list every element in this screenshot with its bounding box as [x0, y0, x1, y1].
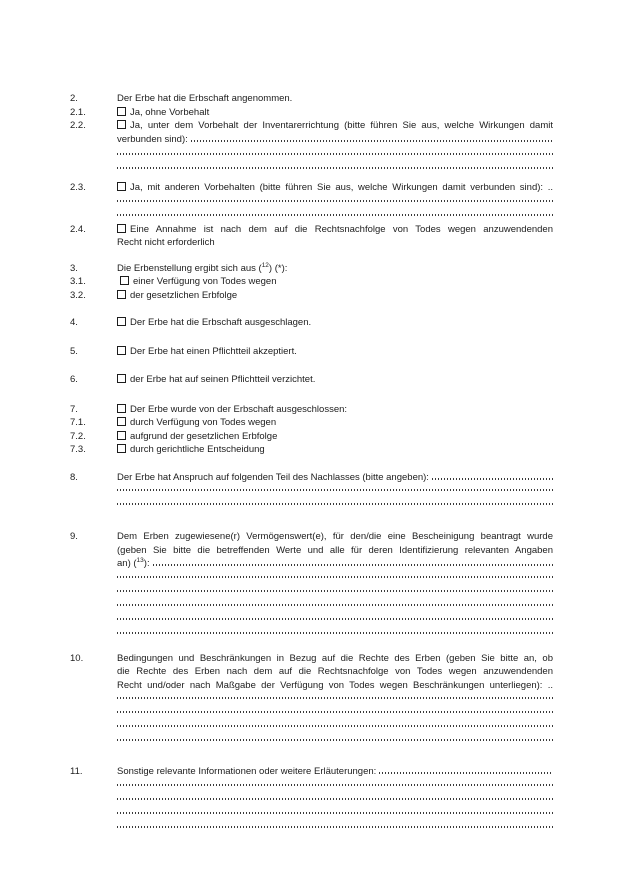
checkbox-icon[interactable]	[117, 346, 126, 355]
item-number: 9.	[70, 531, 78, 542]
checkbox-icon[interactable]	[117, 107, 126, 116]
item-text	[117, 765, 553, 779]
item-text	[117, 416, 553, 430]
checkbox-icon[interactable]	[117, 317, 126, 326]
dotted-answer-line[interactable]	[117, 613, 553, 627]
item-label: Die Erbenstellung ergibt sich aus (	[117, 262, 262, 274]
form-item-6	[70, 373, 553, 387]
dotted-answer-line[interactable]	[117, 148, 553, 162]
dotted-answer-line[interactable]	[117, 585, 553, 599]
item-number: 2.1.	[70, 106, 86, 118]
checkbox-icon[interactable]	[120, 276, 129, 285]
form-item-7-2	[70, 430, 553, 444]
item-label: ) (*):	[268, 262, 288, 274]
item-text	[117, 373, 553, 387]
item-label: aufgrund der gesetzlichen Erbfolge	[130, 430, 278, 442]
item-number: 7.1.	[70, 417, 86, 428]
item-label	[117, 557, 150, 571]
item-label: an) (	[117, 558, 137, 569]
item-text: Bedingungen und Beschränkungen in Bezug auf die Rechte des Erben (geben Sie bitte an, ob	[117, 652, 553, 664]
item-number: 5.	[70, 345, 78, 357]
item-number: 7.	[70, 403, 78, 415]
form-item-2-4	[70, 223, 553, 250]
form-item-7-3	[70, 443, 553, 457]
item-text: Der Erbe hat die Erbschaft angenommen.	[117, 93, 293, 104]
dotted-answer-line[interactable]	[117, 195, 553, 209]
form-item-2-2	[70, 119, 553, 176]
item-label: Der Erbe hat einen Pflichtteil akzeptiert.	[130, 345, 297, 357]
item-label: der Erbe hat auf seinen Pflichtteil verzichtet.	[130, 374, 316, 385]
dotted-answer-line[interactable]	[117, 571, 553, 585]
dotted-answer-line[interactable]	[117, 734, 553, 748]
checkbox-icon[interactable]	[117, 404, 126, 413]
item-text	[117, 262, 553, 276]
item-label: Ja, unter dem Vorbehalt der Inventarerrichtung (bitte führen Sie aus, welche Wirkungen damit	[130, 120, 553, 131]
item-label: durch gerichtliche Entscheidung	[130, 444, 265, 455]
item-number: 8.	[70, 471, 78, 483]
checkbox-icon[interactable]	[117, 224, 126, 233]
dotted-answer-line[interactable]	[117, 706, 553, 720]
item-text	[117, 345, 553, 359]
form-item-5	[70, 345, 553, 359]
item-number: 3.2.	[70, 289, 86, 301]
form-item-11	[70, 765, 553, 835]
item-text	[117, 181, 553, 195]
item-number: 2.4.	[70, 223, 86, 235]
item-number: 3.1.	[70, 276, 86, 287]
form-item-3	[70, 262, 553, 276]
checkbox-icon[interactable]	[117, 444, 126, 453]
item-text-continued: Recht nicht erforderlich	[117, 237, 215, 248]
dotted-answer-line[interactable]	[117, 498, 553, 512]
checkbox-icon[interactable]	[117, 120, 126, 129]
form-item-2-1	[70, 106, 553, 120]
item-label: Der Erbe hat die Erbschaft ausgeschlagen.	[130, 317, 312, 328]
item-label: Ja, mit anderen Vorbehalten (bitte führen Sie aus, welche Wirkungen damit verbunden sind): ..	[130, 182, 553, 193]
form-item-3-2	[70, 289, 553, 303]
item-label: ):	[143, 558, 150, 569]
item-text-continued: Recht und/oder nach Maßgabe der Verfügung von Todes wegen Beschränkungen unterliegen): ..	[117, 679, 553, 691]
dotted-leader[interactable]	[153, 564, 553, 566]
item-text	[117, 316, 553, 330]
item-number: 7.2.	[70, 430, 86, 442]
dotted-leader[interactable]	[432, 478, 553, 480]
dotted-answer-line[interactable]	[117, 162, 553, 176]
item-number: 10.	[70, 652, 84, 664]
item-number: 11.	[70, 766, 83, 777]
item-text	[117, 443, 553, 457]
form-item-10	[70, 652, 553, 749]
checkbox-icon[interactable]	[117, 374, 126, 383]
footnote-ref: 12	[261, 261, 269, 269]
item-number: 6.	[70, 374, 78, 385]
dotted-leader[interactable]	[191, 140, 553, 142]
dotted-answer-line[interactable]	[117, 484, 553, 498]
item-label: Ja, ohne Vorbehalt	[130, 106, 210, 118]
item-number: 3.	[70, 262, 78, 274]
form-item-2-3	[70, 181, 553, 223]
item-label: der gesetzlichen Erbfolge	[130, 289, 238, 301]
form-item-7	[70, 403, 553, 417]
form-item-8	[70, 471, 553, 513]
form-item-2	[70, 92, 553, 106]
item-number: 4.	[70, 317, 78, 328]
item-number: 7.3.	[70, 444, 86, 455]
dotted-answer-line[interactable]	[117, 627, 553, 641]
item-text	[117, 223, 553, 237]
item-label: einer Verfügung von Todes wegen	[133, 276, 277, 287]
item-number: 2.3.	[70, 182, 86, 193]
dotted-answer-line[interactable]	[117, 807, 553, 821]
dotted-answer-line[interactable]	[117, 599, 553, 613]
item-text	[117, 430, 553, 444]
item-text	[117, 403, 553, 417]
dotted-leader[interactable]	[379, 772, 553, 774]
dotted-answer-line[interactable]	[117, 779, 553, 793]
form-item-3-1	[70, 275, 553, 289]
item-text-continued: (geben Sie bitte die betreffenden Werte und alle für deren Identifizierung relevanten Angaben	[117, 544, 553, 556]
footnote-ref: 13	[136, 556, 144, 564]
item-text	[117, 275, 553, 289]
dotted-answer-line[interactable]	[117, 209, 553, 223]
item-label: durch Verfügung von Todes wegen	[130, 417, 277, 428]
dotted-answer-line[interactable]	[117, 793, 553, 807]
item-number: 2.2.	[70, 120, 86, 131]
item-text-continued	[117, 557, 553, 571]
item-text-continued	[117, 133, 553, 147]
dotted-answer-line[interactable]	[117, 692, 553, 706]
item-text: Dem Erben zugewiesene(r) Vermögenswert(e), für den/die eine Bescheinigung beantragt wurde	[117, 531, 553, 542]
dotted-answer-line[interactable]	[117, 720, 553, 734]
checkbox-icon[interactable]	[117, 290, 126, 299]
item-label: Sonstige relevante Informationen oder weitere Erläuterungen:	[117, 766, 377, 777]
item-label: verbunden sind):	[117, 133, 188, 145]
form-item-9	[70, 530, 553, 641]
item-text	[117, 106, 553, 120]
item-text	[117, 471, 553, 485]
checkbox-icon[interactable]	[117, 182, 126, 191]
item-label: Der Erbe hat Anspruch auf folgenden Teil des Nachlasses (bitte angeben):	[117, 471, 429, 483]
item-label: Eine Annahme ist nach dem auf die Rechtsnachfolge von Todes wegen anzuwendenden	[130, 223, 553, 235]
item-text-continued: die Rechte des Erben nach dem auf die Rechtsnachfolge von Todes wegen anzuwendenden	[117, 666, 553, 677]
checkbox-icon[interactable]	[117, 417, 126, 426]
form-item-7-1	[70, 416, 553, 430]
item-text	[117, 289, 553, 303]
item-number: 2.	[70, 93, 78, 104]
dotted-answer-line[interactable]	[117, 821, 553, 835]
checkbox-icon[interactable]	[117, 431, 126, 440]
item-label: Der Erbe wurde von der Erbschaft ausgeschlossen:	[130, 403, 348, 415]
item-text	[117, 119, 553, 133]
form-item-4	[70, 316, 553, 330]
